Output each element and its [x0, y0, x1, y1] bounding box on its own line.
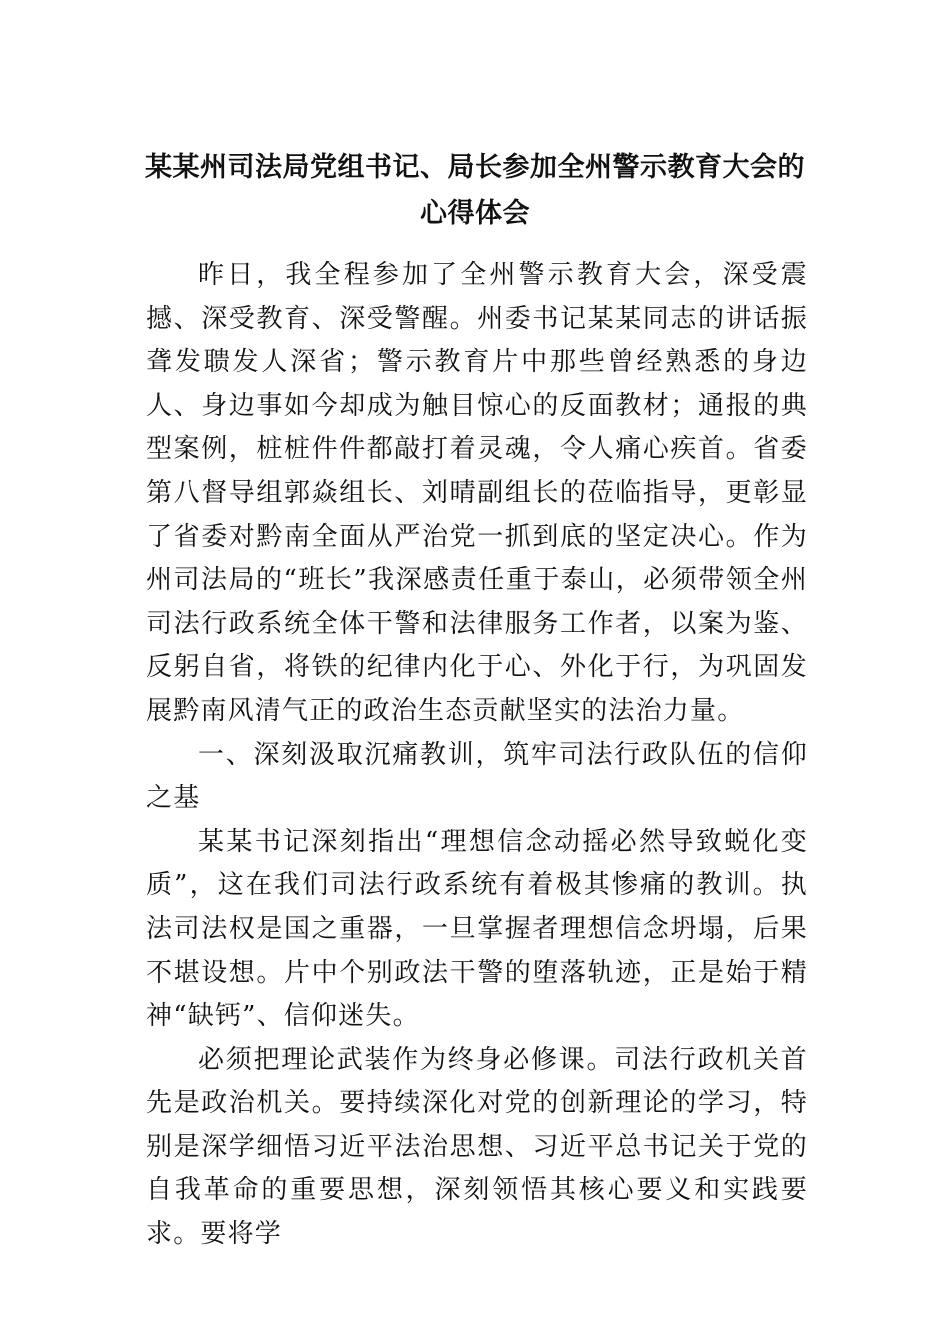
- document-body: [146, 254, 808, 1257]
- paragraph-theory: 必须把理论武装作为终身必修课。司法行政机关首先是政治机关。要持续深化对党的创新理论的学习，特别是深学细悟习近平法治思想、习近平总书记关于党的自我革命的重要思想，深刻领悟其核心要义和实践要求。要将学: [146, 1044, 808, 1250]
- document-title: 某某州司法局党组书记、局长参加全州警示教育大会的心得体会: [145, 152, 805, 229]
- paragraph-lesson: 某某书记深刻指出“理想信念动摇必然导致蜕化变质”，这在我们司法行政系统有着极其惨痛的教训。执法司法权是国之重器，一旦掌握者理想信念坍塌，后果不堪设想。片中个别政法干警的堕落轨迹，正是始于精神“缺钙”、信仰迷失。: [146, 826, 808, 1032]
- paragraph-intro: 昨日，我全程参加了全州警示教育大会，深受震撼、深受教育、深受警醒。州委书记某某同志的讲话振聋发聩发人深省；警示教育片中那些曾经熟悉的身边人、身边事如今却成为触目惊心的反面教材；通报的典型案例，桩桩件件都敲打着灵魂，令人痛心疾首。省委第八督导组郭焱组长、刘晴副组长的莅临指导，更彰显了省委对黔南全面从严治党一抓到底的坚定决心。作为州司法局的“班长”我深感责任重于泰山，必须带领全州司法行政系统全体干警和法律服务工作者，以案为鉴、反躬自省，将铁的纪律内化于心、外化于行，为巩固发展黔南风清气正的政治生态贡献坚实的法治力量。: [146, 260, 808, 726]
- section-heading-1: 一、深刻汲取沉痛教训，筑牢司法行政队伍的信仰之基: [146, 739, 808, 814]
